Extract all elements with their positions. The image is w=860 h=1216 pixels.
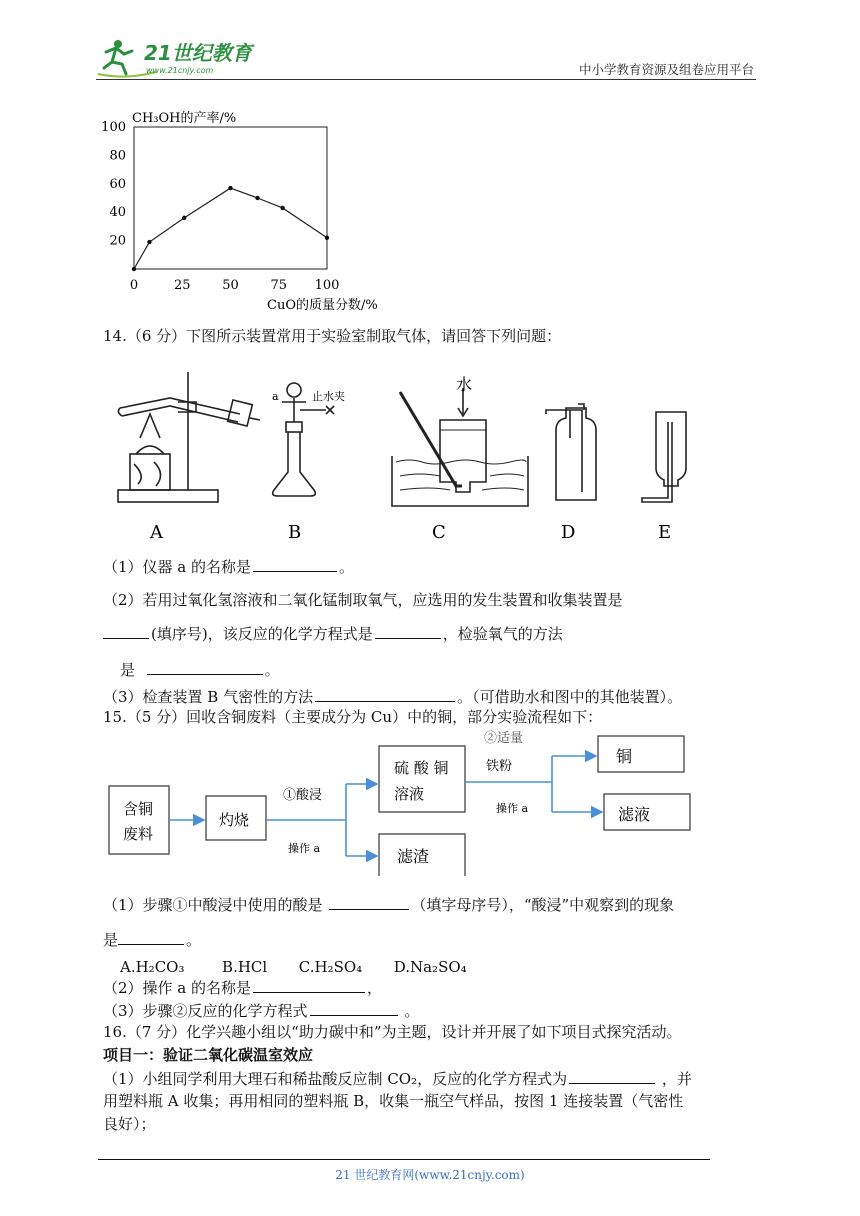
apparatus-d: [546, 404, 596, 500]
label-water-clip: 止水夹: [312, 390, 345, 403]
q14-part2-line1: （2）若用过氧化氢溶液和二氧化锰制取氧气，应选用的发生装置和收集装置是: [103, 591, 623, 609]
answer-blank[interactable]: [315, 686, 455, 702]
series-line: [134, 188, 327, 269]
answer-blank[interactable]: [375, 623, 441, 639]
logo-text: 21世纪教育: [144, 41, 252, 65]
option-d: D.Na₂SO₄: [393, 958, 467, 976]
chart-xlabel: CuO的质量分数/%: [267, 298, 378, 313]
apparatus-c: [392, 388, 528, 506]
label-E: E: [658, 522, 672, 543]
answer-blank[interactable]: [253, 556, 337, 572]
header-divider: [96, 79, 756, 80]
y-tick-label: 20: [109, 233, 126, 249]
yield-line-chart: [100, 105, 400, 315]
x-tick-label: 0: [129, 278, 139, 293]
flow-op-a2: 操作 a: [496, 802, 529, 815]
flow-waste-line2: 废料: [123, 825, 154, 843]
answer-blank[interactable]: [253, 977, 365, 993]
x-tick-label: 100: [314, 278, 340, 293]
q16-part1-line1: （1）小组同学利用大理石和稀盐酸反应制 CO₂，反应的化学方程式为 ，并: [103, 1070, 692, 1088]
flow-cuso4-line1: 硫 酸 铜: [394, 759, 449, 777]
flow-copper: 铜: [616, 747, 633, 766]
q16-part1-line2: 用塑料瓶 A 收集；再用相同的塑料瓶 B，收集一瓶空气样品，按图 1 连接装置（气密性: [103, 1092, 684, 1110]
x-tick-label: 50: [222, 278, 239, 293]
label-water: 水: [456, 375, 473, 394]
label-a: a: [272, 390, 279, 403]
q14-part3: （3）检查装置 B 气密性的方法 。（可借助水和图中的其他装置）。: [103, 688, 683, 706]
site-logo: [96, 34, 266, 82]
runner-logo-icon: [96, 34, 266, 82]
y-tick-label: 60: [109, 176, 126, 192]
flow-step2a: ②适量: [484, 731, 524, 746]
data-point: [325, 236, 329, 240]
option-a: A.H₂CO₃: [120, 958, 185, 976]
q16-project1-heading: 项目一：验证二氧化碳温室效应: [103, 1046, 314, 1064]
data-point: [147, 240, 151, 244]
data-point: [280, 206, 284, 210]
q15-part2: （2）操作 a 的名称是 ，: [103, 979, 383, 997]
lab-apparatus-figure: [110, 368, 710, 548]
q14-stem: 14.（6 分）下图所示装置常用于实验室制取气体，请回答下列问题：: [103, 327, 562, 345]
answer-blank[interactable]: [569, 1068, 655, 1084]
q16-part1-line3: 良好）；: [103, 1115, 156, 1133]
q14-part2-line2: (填序号)，该反应的化学方程式是 ，检验氧气的方法: [103, 623, 563, 644]
box-copper: [598, 736, 684, 772]
flow-step1: ①酸浸: [283, 788, 323, 803]
answer-blank[interactable]: [329, 894, 409, 910]
data-point: [255, 196, 259, 200]
flow-residue: 滤渣: [397, 847, 430, 866]
q15-stem: 15.（5 分）回收含铜废料（主要成分为 Cu）中的铜，部分实验流程如下：: [103, 708, 603, 726]
flow-filtrate: 滤液: [618, 805, 651, 824]
option-c: C.H₂SO₄: [298, 958, 363, 976]
flow-step2b: 铁粉: [486, 759, 513, 774]
copper-recovery-flowchart: [100, 726, 700, 876]
q15-part1: （1）步骤①中酸浸中使用的酸是 （填字母序号），“酸浸”中观察到的现象: [103, 896, 675, 914]
footer-divider: [98, 1159, 710, 1160]
header-platform-text: 中小学教育资源及组卷应用平台: [578, 62, 754, 77]
q15-part3: （3）步骤②反应的化学方程式 。: [103, 1002, 420, 1020]
x-tick-label: 25: [173, 278, 191, 293]
logo-url: www.21cnjy.com: [146, 66, 214, 75]
data-point: [228, 186, 232, 190]
q16-stem: 16.（7 分）化学兴趣小组以“助力碳中和”为主题，设计并开展了如下项目式探究活动。: [103, 1023, 682, 1041]
chart-plot-frame: [134, 127, 327, 269]
data-point: [182, 216, 186, 220]
y-tick-label: 80: [109, 148, 126, 164]
data-point: [132, 267, 136, 271]
apparatus-e: [642, 412, 686, 502]
label-D: D: [561, 522, 576, 543]
option-b: B.HCl: [222, 958, 268, 976]
q15-options: [120, 957, 467, 977]
q14-part1: （1）仪器 a 的名称是 。: [103, 558, 355, 576]
label-B: B: [288, 522, 302, 543]
label-A: A: [150, 522, 163, 543]
flow-burn: 灼烧: [219, 811, 250, 829]
flow-op-a: 操作 a: [288, 842, 321, 855]
y-tick-label: 100: [101, 120, 126, 135]
label-C: C: [432, 522, 446, 543]
q15-part1-line2: 是 。: [103, 931, 202, 949]
flow-waste-line1: 含铜: [123, 800, 154, 818]
x-tick-label: 75: [270, 278, 288, 293]
flow-cuso4-line2: 溶液: [394, 785, 425, 803]
footer-text[interactable]: 21 世纪教育网(www.21cnjy.com): [335, 1168, 525, 1182]
q14-part2-line3: 是 。: [120, 661, 280, 679]
box-copper-waste: [109, 786, 169, 854]
y-tick-label: 40: [109, 205, 126, 221]
apparatus-a: [118, 372, 260, 502]
chart-ylabel: CH₃OH的产率/%: [132, 111, 237, 126]
answer-blank[interactable]: [310, 1000, 398, 1016]
answer-blank[interactable]: [118, 929, 184, 945]
answer-blank[interactable]: [147, 659, 263, 675]
answer-blank[interactable]: [103, 623, 149, 639]
